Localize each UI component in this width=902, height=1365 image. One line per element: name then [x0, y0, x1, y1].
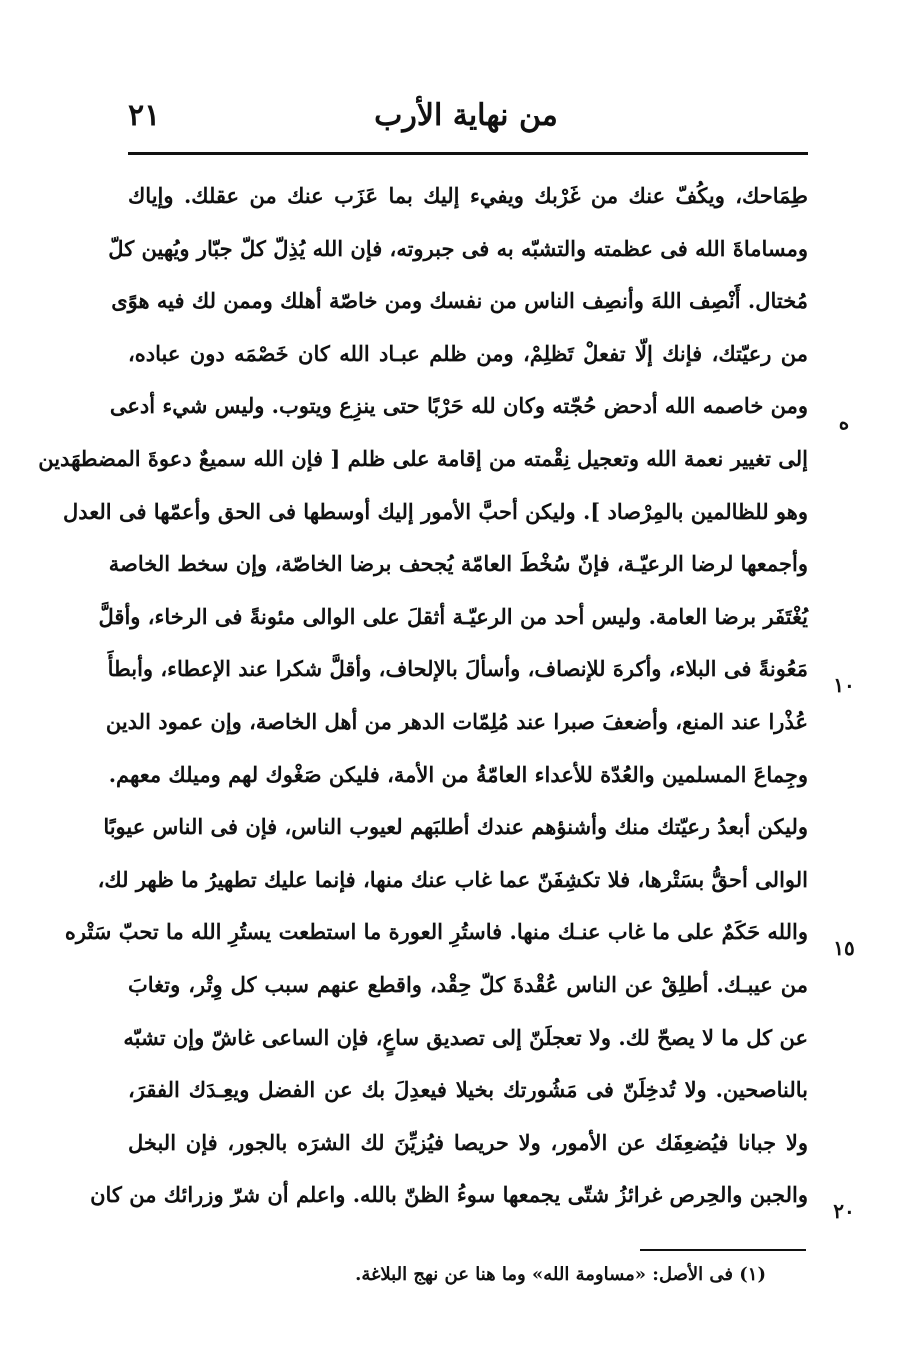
text-line: عن كل ما لا يصحّ لك. ولا تعجلَنّ إلى تصديق ساعٍ، فإن الساعى غاشّ وإن تشبّه — [123, 1024, 808, 1050]
text-line: ومساماةَ الله فى عظمته والتشبّه به فى جبروته، فإن الله يُذِلّ كلّ جبّار ويُهين كلّ — [108, 235, 808, 261]
footnote: (١) فى الأصل: «مساومة الله» وما هنا عن نهج البلاغة. — [355, 1264, 766, 1285]
line-number-10: ١٠ — [833, 673, 855, 697]
line-number-15: ١٥ — [833, 936, 855, 960]
text-line: والجبن والحِرص غرائزُ شتّى يجمعها سوءُ الظنّ بالله. واعلم أن شرّ وزرائك من كان — [90, 1182, 808, 1208]
footnote-rule — [640, 1249, 806, 1251]
text-line: عُذْرا عند المنع، وأضعفَ صبرا عند مُلِمّات الدهر من أهل الخاصة، وإن عمود الدين — [105, 708, 808, 734]
line-number-20: ٢٠ — [833, 1199, 855, 1223]
text-line: والله حَكَمٌ على ما غاب عنـك منها. فاستُرِ العورة ما استطعت يستُرِ الله ما تحبّ سَتْره — [64, 919, 808, 945]
text-line: يُغْتَفَر برضا العامة. وليس أحد من الرعيّـة أثقلَ على الوالى مئونةً فى الرخاء، وأقلَّ — [98, 603, 808, 629]
text-line: وجِماعَ المسلمين والعُدّة للأعداء العامّةُ من الأمة، فليكن صَغْوك لهم وميلك معهم. — [108, 761, 808, 787]
text-line: الوالى أحقُّ بسَتْرها، فلا تكشِفَنّ عما غاب عنك منها، فإنما عليك تطهيرُ ما ظهر لك، — [97, 866, 808, 892]
text-line: وليكن أبعدُ رعيّتك منك وأشنؤهم عندك أطلبَهم لعيوب الناس، فإن فى الناس عيوبًا — [103, 814, 808, 840]
text-line: ومن خاصمه الله أدحض حُجّته وكان لله حَرْبًا حتى ينزِع ويتوب. وليس شيء أدعى — [109, 393, 808, 419]
text-line: وأجمعها لرضا الرعيّـة، فإنّ سُخْطَ العامّة يُجحف برضا الخاصّة، وإن سخط الخاصة — [108, 551, 808, 577]
text-line: وهو للظالمين بالمِرْصاد ]. وليكن أحبَّ الأمور إليك أوسطها فى الحق وأعمّها فى العدل — [63, 498, 808, 524]
text-line: ولا جبانا فيُضعِفَك عن الأمور، ولا حريصا فيُزيِّنَ لك الشرَه بالجور، فإن البخل — [128, 1129, 808, 1155]
text-line: بالناصحين. ولا تُدخِلَنّ فى مَشُورتك بخيلا فيعدِلَ بك عن الفضل ويعِـدَك الفقرَ، — [128, 1077, 808, 1103]
line-number-5: ه — [838, 410, 850, 434]
main-text — [38, 170, 808, 1222]
page-number: ٢١ — [128, 98, 161, 133]
text-line: من رعيّتك، فإنك إلّا تفعلْ تَظلِمْ، ومن ظلم عبـاد الله كان خَصْمَه دون عباده، — [128, 340, 808, 366]
text-line: مَعُونةً فى البلاء، وأكرهَ للإنصاف، وأسألَ بالإلحاف، وأقلَّ شكرا عند الإعطاء، وأبطأَ — [107, 656, 808, 682]
page-header — [128, 92, 804, 142]
header-rule — [128, 152, 808, 155]
text-line: مُختال. أَنْصِف اللهَ وأنصِف الناس من نفسك ومن خاصّة أهلك وممن لك فيه هوًى — [111, 288, 808, 314]
text-line: إلى تغيير نعمة الله وتعجيل نِقْمته من إقامة على ظلم [ فإن الله سميعٌ دعوةَ المضطهَدين — [38, 445, 808, 471]
text-line: من عيبـك. أطلِقْ عن الناس عُقْدةَ كلّ حِقْد، واقطع عنهم سبب كل وِتْر، وتغابَ — [128, 971, 808, 997]
running-title: من نهاية الأرب — [374, 98, 558, 133]
text-line: طِمَاحك، ويكُفّ عنك من غَرْبك ويفيء إليك بما عَزَب عنك من عقلك. وإياك — [128, 183, 808, 208]
